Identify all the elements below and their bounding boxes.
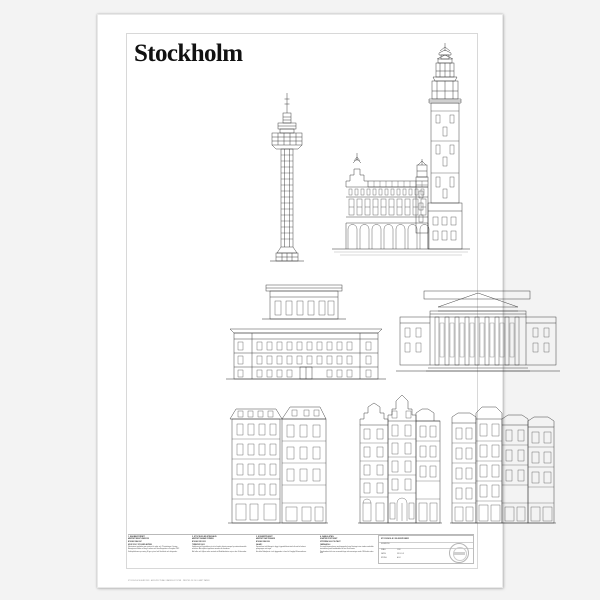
titleblock [378,535,474,564]
notes-body-2a: Stadshuset på Kungsholmen är ett av landets främsta exempel på nationalromantisk arkitektur. Åtta miljoner tegelstenar murades för fasaderna. [192,547,247,551]
notes-body-2b: Blå hallen och Gyllene salen används vid Nobelbanketten varje år den 10 december. [192,551,247,553]
notes-body-3b: Här delas Nobelpriset ut och byggnaden är hem för Kungliga Filharmonikerna. [256,551,307,553]
kaknas-tower [256,93,318,263]
titleblock-field-label-0: SKALA [381,549,386,551]
page-title: Stockholm [134,40,243,67]
seal-stamp [449,543,469,563]
notes-meta-4c: VÅNINGAR 4-6 [320,544,331,546]
titleblock-field-value-1: 2015-11-02 [397,553,405,555]
concert-hall [394,281,562,385]
notes-meta-2b: BYGGÅR 1911-1923 [192,542,206,544]
titleblock-field-label-1: DATUM [381,553,386,555]
notes-meta-1b: BYGGÅR 1964-1967 [128,542,142,544]
seal-band [454,552,465,555]
notes-column-4 [320,537,376,556]
titleblock-field-label-2: RITNING [381,557,387,559]
titleblock-subtitle: ELEVATIONS [381,543,390,545]
notes-body-4a: De smala köpmanshusen med trappgavlar kring Stortorget visar stadens medeltida tomtindelning med fasadbredder om sex till åtta meter. [320,547,374,551]
townhouse-row-left [228,397,328,527]
stockholm-city-hall [324,41,474,263]
notes-body-3a: Konserthuset vid Hötorget är byggt i tjugotalsklassicistisk stil med tio koloner i pelargången mot torget. [256,547,307,551]
notes-heading-2: 2. STOCKHOLMS STADSHUS [192,536,217,538]
notes-meta-4a: KVARTER STORTORGET [320,539,338,541]
notes-column-1 [128,537,184,555]
notes-meta-3c: SALAR 3 [256,544,263,546]
titleblock-project: STOCKHOLM / ELEVATIONER [381,538,409,540]
notes-body-1b: Utsiktsplattformen på våning 30 ger vy över hela Stockholm och skärgården. [128,551,178,553]
titleblock-field-value-0: 1:500 [397,549,401,551]
notes-body-4b: Putsfasaderna fick sina nuvarande färger vid renoveringar under 1900-talets andra hälft. [320,551,374,555]
notes-meta-3a: ARKITEKT IVAR TENGBOM [256,539,275,541]
notes-heading-4: 4. GAMLA STAN [320,536,334,538]
notes-body-1a: Kaknästornet uppfördes som centrum för radio- och TV-sändningar i Sverige. Betongtornet ritades av Bengt Lindroos och Hans Borgström och invigdes 1967. [128,547,180,551]
poster-inner [97,14,503,588]
palace-block [226,323,386,385]
poster-sheet [97,14,503,588]
notes-meta-3b: BYGGÅR 1924-1926 [256,542,270,544]
notes-meta-4b: UPPFÖRDA 1600-1700-TALET [320,542,341,544]
notes-heading-1: 1. KAKNÄSTORNET [128,536,145,538]
low-pavilion [260,281,348,323]
titleblock-field-value-2: A-101 [397,557,401,559]
notes-column-3 [256,537,312,555]
notes-meta-1a: ARKITEKT BENGT LINDROOS [128,539,149,541]
notes-meta-2a: ARKITEKT RAGNAR ÖSTBERG [192,539,214,541]
notes-column-2 [192,537,248,555]
townhouse-row-right [450,399,556,527]
notes-band [128,534,474,566]
notes-meta-2c: TORNHÖJD 106 M [192,544,205,546]
notes-meta-1c: HÖJD 155 M / 170 M MED ANTENN [128,544,152,546]
gabled-townhouses-middle [358,391,442,527]
notes-heading-3: 3. KONSERTHUSET [256,536,273,538]
footer-credit: STOCKHOLM ELEVATIONS · ARCHITECTURAL DRAWING POSTER · PRINTED ON 200 G MATT PAPER [128,581,210,582]
